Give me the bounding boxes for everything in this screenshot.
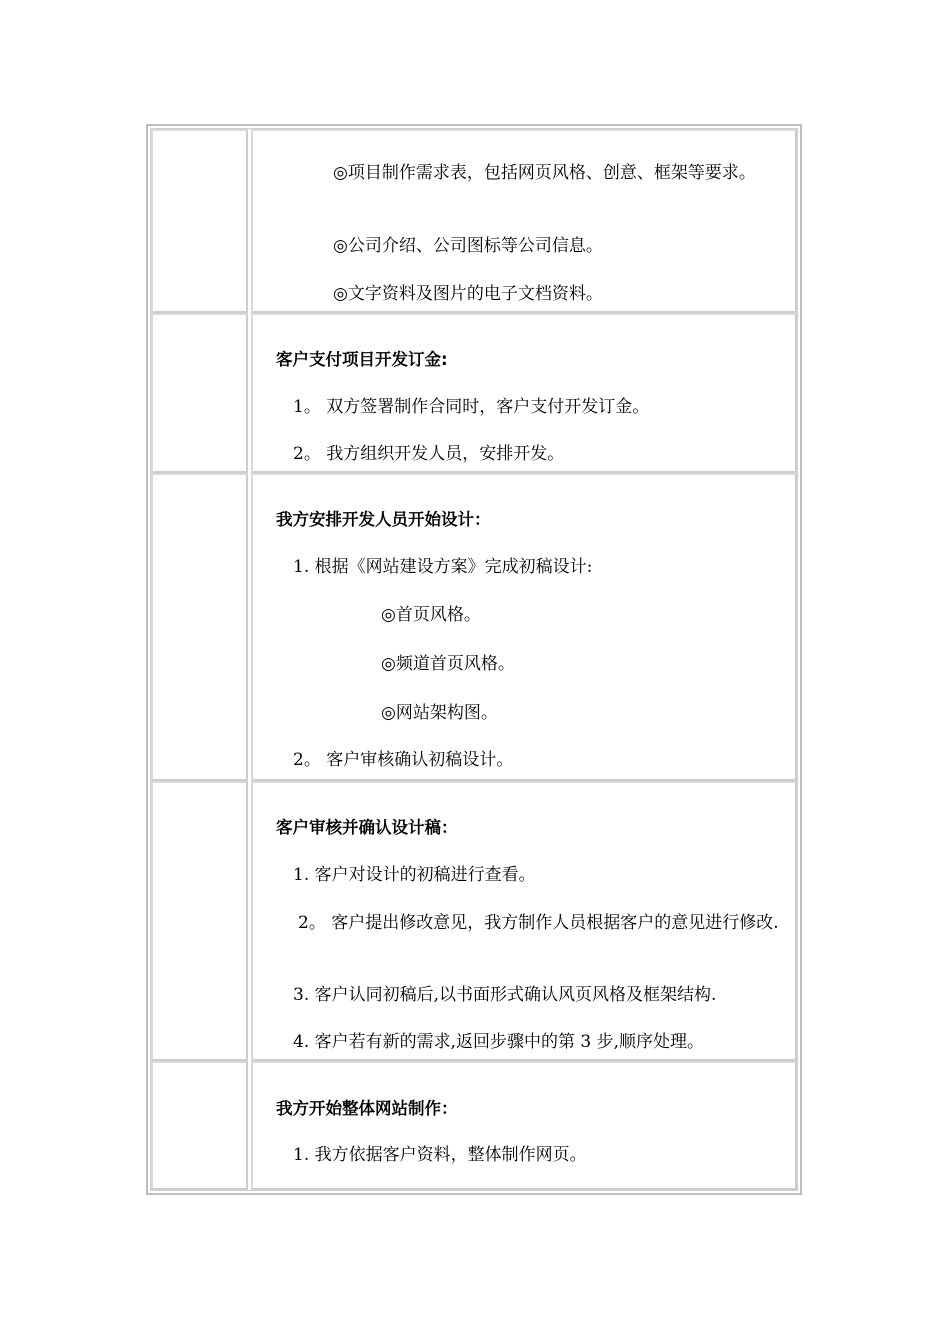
step-content-cell	[251, 473, 797, 781]
step-label-cell	[151, 1061, 248, 1190]
list-item: 3. 客户认同初稿后,以书面形式确认风页风格及框架结构.	[293, 985, 717, 1005]
list-item: 2。 客户审核确认初稿设计。	[293, 750, 514, 770]
table-row	[151, 129, 797, 313]
step-label-cell	[151, 781, 248, 1061]
list-item: 1。 双方签署制作合同时，客户支付开发订金。	[293, 397, 650, 417]
table-row	[151, 781, 797, 1061]
step-label-cell	[151, 313, 248, 473]
list-item: ◎文字资料及图片的电子文档资料。	[333, 284, 603, 304]
step-heading: 客户支付项目开发订金:	[276, 350, 448, 369]
list-item: 4. 客户若有新的需求,返回步骤中的第 3 步,顺序处理。	[293, 1032, 705, 1052]
step-content-cell	[251, 129, 797, 313]
process-table	[146, 124, 802, 1195]
step-content-cell	[251, 313, 797, 473]
list-item: 1. 根据《网站建设方案》完成初稿设计:	[293, 557, 593, 577]
list-item: ◎公司介绍、公司图标等公司信息。	[333, 236, 603, 256]
table-row	[151, 313, 797, 473]
step-content-cell	[251, 781, 797, 1061]
list-item: 2。 我方组织开发人员，安排开发。	[293, 444, 565, 464]
table-inner-border	[150, 128, 798, 1191]
list-item: ◎网站架构图。	[381, 703, 498, 723]
list-item: ◎频道首页风格。	[381, 654, 515, 674]
step-heading: 我方安排开发人员开始设计：	[276, 510, 491, 529]
list-item: 1. 我方依据客户资料，整体制作网页。	[293, 1145, 587, 1165]
table-row	[151, 1061, 797, 1190]
step-label-cell	[151, 473, 248, 781]
step-content-cell	[251, 1061, 797, 1190]
list-item: ◎首页风格。	[381, 605, 481, 625]
list-item: 1. 客户对设计的初稿进行查看。	[293, 865, 536, 885]
step-heading: 客户审核并确认设计稿：	[276, 818, 458, 837]
list-item: ◎项目制作需求表，包括网页风格、创意、框架等要求。	[333, 163, 756, 183]
step-heading: 我方开始整体网站制作：	[276, 1099, 458, 1118]
table-row	[151, 473, 797, 781]
step-label-cell	[151, 129, 248, 313]
list-item: 2。 客户提出修改意见，我方制作人员根据客户的意见进行修改.	[298, 913, 779, 933]
